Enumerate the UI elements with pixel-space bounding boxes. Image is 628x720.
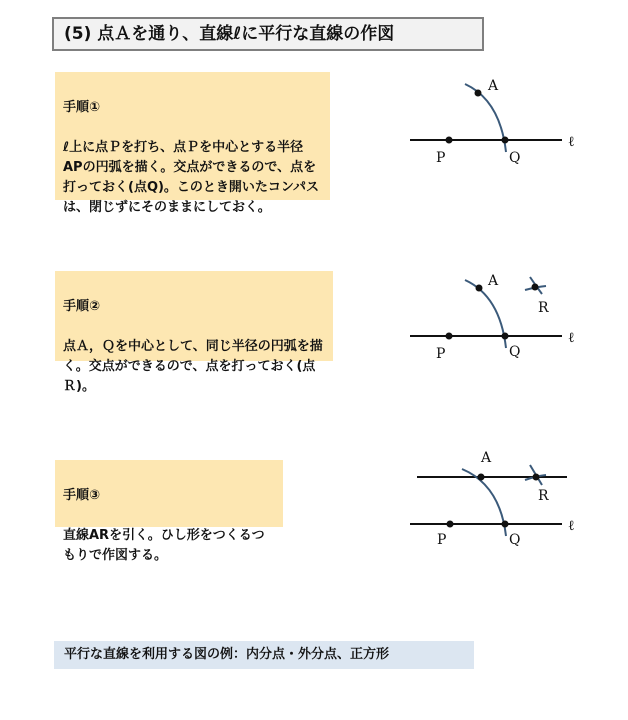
step-3-title: 手順③: [63, 488, 101, 503]
point-q: [502, 333, 509, 340]
label-l: ℓ: [568, 518, 575, 534]
step-1-box: [55, 72, 330, 215]
figure-step-3: [400, 445, 600, 555]
step-2-box: [55, 271, 333, 394]
label-r: R: [538, 488, 549, 504]
label-l: ℓ: [568, 134, 575, 150]
point-q: [502, 521, 509, 528]
point-r: [533, 474, 540, 481]
step-3-text: 直線ARを引く。ひし形をつくるつもりで作図する。: [63, 528, 265, 563]
label-q: Q: [509, 532, 521, 548]
label-p: P: [436, 346, 446, 362]
point-p: [446, 333, 453, 340]
point-p: [446, 137, 453, 144]
label-l: ℓ: [568, 330, 575, 346]
figure-step-2: [400, 265, 600, 375]
label-a: A: [488, 78, 499, 94]
point-p: [447, 521, 454, 528]
point-r: [532, 284, 539, 291]
label-r: R: [538, 300, 549, 316]
point-a: [476, 285, 483, 292]
label-q: Q: [509, 150, 521, 166]
label-p: P: [437, 532, 447, 548]
example-note: 平行な直線を利用する図の例：内分点・外分点、正方形: [54, 641, 474, 669]
figure-step-1: [400, 70, 600, 180]
page-title: (5) 点Ａを通り、直線ℓに平行な直線の作図: [52, 17, 484, 51]
point-a: [475, 90, 482, 97]
label-a: A: [481, 450, 492, 466]
arc-from-p: [465, 84, 506, 152]
step-2-title: 手順②: [63, 299, 101, 314]
arc-from-p: [462, 469, 506, 536]
label-a: A: [488, 273, 499, 289]
arc-from-p: [465, 280, 506, 348]
step-2-text: 点Ａ，Ｑを中心として、同じ半径の円弧を描く。交点ができるので、点を打っておく(点Ｒ)。: [63, 339, 323, 394]
label-p: P: [436, 150, 446, 166]
point-a: [478, 474, 485, 481]
step-3-box: [55, 460, 283, 563]
step-1-title: 手順①: [63, 100, 101, 115]
point-q: [502, 137, 509, 144]
label-q: Q: [509, 344, 521, 360]
step-1-text: ℓ上に点Ｐを打ち、点Ｐを中心とする半径APの円弧を描く。交点ができるので、点を打っておく(点Q)。このとき開いたコンパスは、閉じずにそのままにしておく。: [63, 140, 320, 215]
